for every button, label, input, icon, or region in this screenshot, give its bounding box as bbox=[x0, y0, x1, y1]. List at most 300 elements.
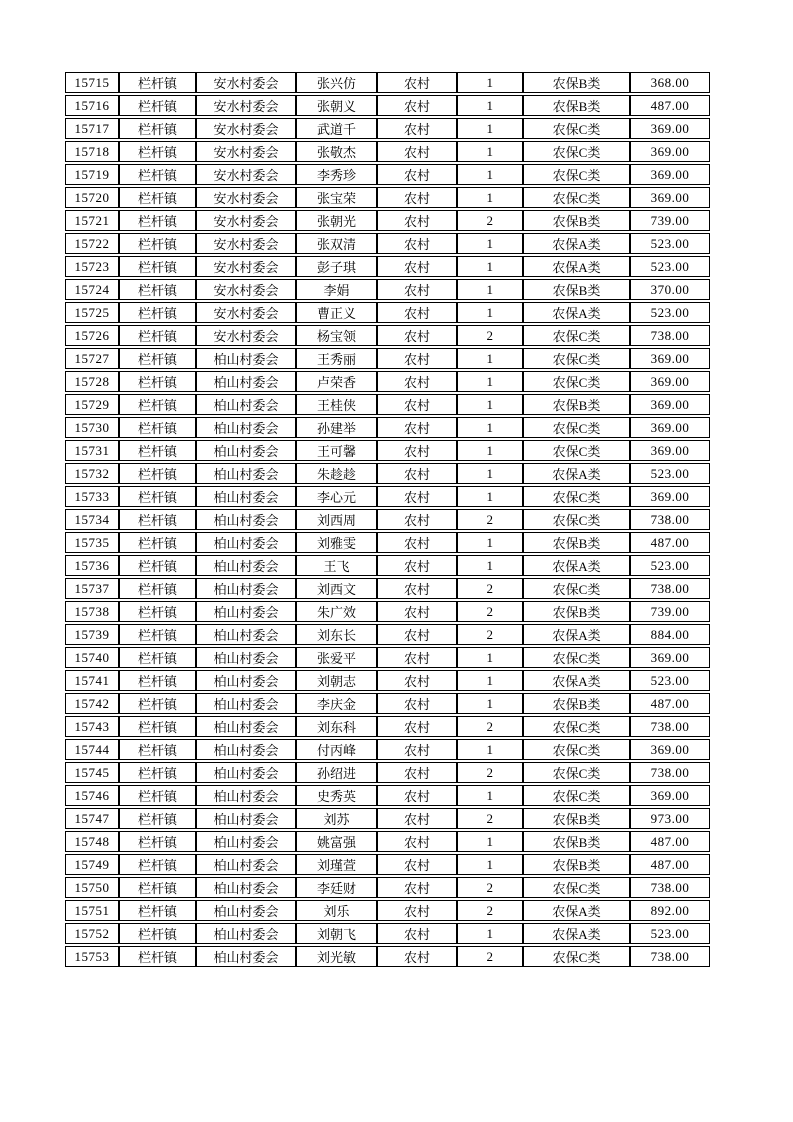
cell-category: 农保C类 bbox=[523, 946, 630, 967]
cell-category: 农保A类 bbox=[523, 923, 630, 944]
cell-town: 栏杆镇 bbox=[119, 624, 196, 645]
cell-town: 栏杆镇 bbox=[119, 785, 196, 806]
cell-residence: 农村 bbox=[377, 578, 457, 599]
cell-serial: 15716 bbox=[65, 95, 119, 116]
cell-village: 柏山村委会 bbox=[196, 417, 296, 438]
table-row bbox=[65, 463, 710, 484]
cell-amount: 523.00 bbox=[630, 555, 710, 576]
table-row bbox=[65, 831, 710, 852]
cell-category: 农保A类 bbox=[523, 233, 630, 254]
cell-village: 柏山村委会 bbox=[196, 647, 296, 668]
cell-amount: 369.00 bbox=[630, 371, 710, 392]
cell-name: 姚富强 bbox=[296, 831, 377, 852]
cell-amount: 523.00 bbox=[630, 923, 710, 944]
cell-count: 1 bbox=[457, 302, 523, 323]
cell-amount: 369.00 bbox=[630, 417, 710, 438]
cell-residence: 农村 bbox=[377, 670, 457, 691]
cell-name: 王秀丽 bbox=[296, 348, 377, 369]
cell-category: 农保C类 bbox=[523, 417, 630, 438]
cell-serial: 15725 bbox=[65, 302, 119, 323]
cell-amount: 523.00 bbox=[630, 256, 710, 277]
cell-count: 1 bbox=[457, 394, 523, 415]
cell-town: 栏杆镇 bbox=[119, 371, 196, 392]
table-row bbox=[65, 486, 710, 507]
cell-town: 栏杆镇 bbox=[119, 233, 196, 254]
cell-residence: 农村 bbox=[377, 371, 457, 392]
cell-residence: 农村 bbox=[377, 762, 457, 783]
cell-amount: 892.00 bbox=[630, 900, 710, 921]
cell-residence: 农村 bbox=[377, 118, 457, 139]
cell-town: 栏杆镇 bbox=[119, 647, 196, 668]
cell-town: 栏杆镇 bbox=[119, 417, 196, 438]
cell-name: 曹正义 bbox=[296, 302, 377, 323]
cell-category: 农保C类 bbox=[523, 325, 630, 346]
cell-name: 张朝光 bbox=[296, 210, 377, 231]
cell-name: 刘朝志 bbox=[296, 670, 377, 691]
cell-name: 张朝义 bbox=[296, 95, 377, 116]
cell-serial: 15747 bbox=[65, 808, 119, 829]
cell-category: 农保A类 bbox=[523, 256, 630, 277]
cell-name: 朱广效 bbox=[296, 601, 377, 622]
cell-amount: 739.00 bbox=[630, 601, 710, 622]
cell-count: 1 bbox=[457, 440, 523, 461]
cell-residence: 农村 bbox=[377, 394, 457, 415]
table-row bbox=[65, 164, 710, 185]
cell-name: 李庆金 bbox=[296, 693, 377, 714]
table-row bbox=[65, 624, 710, 645]
cell-village: 柏山村委会 bbox=[196, 348, 296, 369]
cell-village: 安水村委会 bbox=[196, 95, 296, 116]
cell-town: 栏杆镇 bbox=[119, 394, 196, 415]
table-row bbox=[65, 141, 710, 162]
table-row bbox=[65, 95, 710, 116]
table-row bbox=[65, 716, 710, 737]
cell-residence: 农村 bbox=[377, 463, 457, 484]
cell-amount: 369.00 bbox=[630, 348, 710, 369]
cell-category: 农保C类 bbox=[523, 141, 630, 162]
cell-count: 2 bbox=[457, 509, 523, 530]
cell-count: 1 bbox=[457, 532, 523, 553]
cell-residence: 农村 bbox=[377, 923, 457, 944]
cell-category: 农保C类 bbox=[523, 716, 630, 737]
cell-name: 李秀珍 bbox=[296, 164, 377, 185]
cell-serial: 15726 bbox=[65, 325, 119, 346]
cell-name: 刘东科 bbox=[296, 716, 377, 737]
cell-town: 栏杆镇 bbox=[119, 831, 196, 852]
cell-town: 栏杆镇 bbox=[119, 325, 196, 346]
cell-name: 孙建举 bbox=[296, 417, 377, 438]
cell-residence: 农村 bbox=[377, 532, 457, 553]
cell-count: 1 bbox=[457, 371, 523, 392]
cell-count: 2 bbox=[457, 578, 523, 599]
cell-town: 栏杆镇 bbox=[119, 187, 196, 208]
cell-name: 付丙峰 bbox=[296, 739, 377, 760]
cell-name: 刘乐 bbox=[296, 900, 377, 921]
cell-town: 栏杆镇 bbox=[119, 555, 196, 576]
cell-serial: 15724 bbox=[65, 279, 119, 300]
benefits-roster-table bbox=[65, 70, 710, 969]
table-row bbox=[65, 762, 710, 783]
table-row bbox=[65, 118, 710, 139]
cell-serial: 15748 bbox=[65, 831, 119, 852]
cell-residence: 农村 bbox=[377, 210, 457, 231]
cell-amount: 523.00 bbox=[630, 302, 710, 323]
cell-amount: 973.00 bbox=[630, 808, 710, 829]
cell-category: 农保B类 bbox=[523, 95, 630, 116]
cell-amount: 369.00 bbox=[630, 141, 710, 162]
cell-town: 栏杆镇 bbox=[119, 946, 196, 967]
cell-category: 农保B类 bbox=[523, 808, 630, 829]
cell-town: 栏杆镇 bbox=[119, 762, 196, 783]
cell-serial: 15753 bbox=[65, 946, 119, 967]
cell-count: 2 bbox=[457, 808, 523, 829]
cell-town: 栏杆镇 bbox=[119, 302, 196, 323]
cell-category: 农保B类 bbox=[523, 532, 630, 553]
cell-count: 1 bbox=[457, 95, 523, 116]
cell-village: 安水村委会 bbox=[196, 141, 296, 162]
cell-count: 1 bbox=[457, 647, 523, 668]
cell-village: 柏山村委会 bbox=[196, 762, 296, 783]
cell-name: 王桂侠 bbox=[296, 394, 377, 415]
cell-name: 刘朝飞 bbox=[296, 923, 377, 944]
cell-serial: 15731 bbox=[65, 440, 119, 461]
roster-body bbox=[65, 72, 710, 967]
cell-category: 农保A类 bbox=[523, 302, 630, 323]
cell-count: 1 bbox=[457, 670, 523, 691]
cell-amount: 739.00 bbox=[630, 210, 710, 231]
cell-village: 安水村委会 bbox=[196, 279, 296, 300]
cell-town: 栏杆镇 bbox=[119, 716, 196, 737]
cell-name: 张敬杰 bbox=[296, 141, 377, 162]
cell-category: 农保C类 bbox=[523, 164, 630, 185]
cell-category: 农保C类 bbox=[523, 118, 630, 139]
cell-residence: 农村 bbox=[377, 233, 457, 254]
cell-category: 农保B类 bbox=[523, 693, 630, 714]
table-row bbox=[65, 256, 710, 277]
cell-name: 孙绍进 bbox=[296, 762, 377, 783]
cell-serial: 15744 bbox=[65, 739, 119, 760]
cell-category: 农保C类 bbox=[523, 486, 630, 507]
cell-count: 1 bbox=[457, 348, 523, 369]
cell-residence: 农村 bbox=[377, 486, 457, 507]
cell-town: 栏杆镇 bbox=[119, 463, 196, 484]
cell-residence: 农村 bbox=[377, 601, 457, 622]
cell-town: 栏杆镇 bbox=[119, 164, 196, 185]
cell-category: 农保B类 bbox=[523, 394, 630, 415]
cell-count: 2 bbox=[457, 946, 523, 967]
cell-village: 柏山村委会 bbox=[196, 785, 296, 806]
cell-town: 栏杆镇 bbox=[119, 440, 196, 461]
cell-category: 农保C类 bbox=[523, 371, 630, 392]
cell-serial: 15736 bbox=[65, 555, 119, 576]
cell-category: 农保C类 bbox=[523, 739, 630, 760]
cell-residence: 农村 bbox=[377, 509, 457, 530]
cell-serial: 15743 bbox=[65, 716, 119, 737]
cell-amount: 523.00 bbox=[630, 463, 710, 484]
cell-amount: 369.00 bbox=[630, 785, 710, 806]
cell-serial: 15733 bbox=[65, 486, 119, 507]
table-row bbox=[65, 302, 710, 323]
cell-category: 农保A类 bbox=[523, 463, 630, 484]
cell-residence: 农村 bbox=[377, 716, 457, 737]
cell-amount: 738.00 bbox=[630, 325, 710, 346]
cell-category: 农保C类 bbox=[523, 509, 630, 530]
cell-serial: 15742 bbox=[65, 693, 119, 714]
cell-amount: 738.00 bbox=[630, 946, 710, 967]
cell-village: 安水村委会 bbox=[196, 187, 296, 208]
cell-village: 柏山村委会 bbox=[196, 624, 296, 645]
cell-residence: 农村 bbox=[377, 325, 457, 346]
cell-serial: 15719 bbox=[65, 164, 119, 185]
cell-residence: 农村 bbox=[377, 279, 457, 300]
cell-count: 1 bbox=[457, 72, 523, 93]
cell-serial: 15752 bbox=[65, 923, 119, 944]
cell-residence: 农村 bbox=[377, 854, 457, 875]
cell-category: 农保C类 bbox=[523, 785, 630, 806]
cell-category: 农保B类 bbox=[523, 831, 630, 852]
cell-amount: 369.00 bbox=[630, 486, 710, 507]
cell-village: 柏山村委会 bbox=[196, 555, 296, 576]
cell-village: 柏山村委会 bbox=[196, 394, 296, 415]
cell-count: 1 bbox=[457, 831, 523, 852]
cell-name: 王可馨 bbox=[296, 440, 377, 461]
table-row bbox=[65, 440, 710, 461]
cell-residence: 农村 bbox=[377, 647, 457, 668]
cell-residence: 农村 bbox=[377, 624, 457, 645]
cell-count: 2 bbox=[457, 877, 523, 898]
cell-category: 农保C类 bbox=[523, 647, 630, 668]
cell-town: 栏杆镇 bbox=[119, 509, 196, 530]
cell-village: 柏山村委会 bbox=[196, 831, 296, 852]
cell-town: 栏杆镇 bbox=[119, 118, 196, 139]
cell-village: 柏山村委会 bbox=[196, 900, 296, 921]
cell-name: 杨宝领 bbox=[296, 325, 377, 346]
cell-town: 栏杆镇 bbox=[119, 739, 196, 760]
cell-residence: 农村 bbox=[377, 555, 457, 576]
cell-serial: 15740 bbox=[65, 647, 119, 668]
cell-amount: 738.00 bbox=[630, 877, 710, 898]
table-row bbox=[65, 394, 710, 415]
cell-village: 柏山村委会 bbox=[196, 532, 296, 553]
cell-count: 1 bbox=[457, 555, 523, 576]
cell-serial: 15718 bbox=[65, 141, 119, 162]
cell-serial: 15739 bbox=[65, 624, 119, 645]
cell-village: 柏山村委会 bbox=[196, 854, 296, 875]
cell-count: 2 bbox=[457, 210, 523, 231]
cell-serial: 15723 bbox=[65, 256, 119, 277]
cell-amount: 738.00 bbox=[630, 578, 710, 599]
cell-town: 栏杆镇 bbox=[119, 808, 196, 829]
cell-amount: 368.00 bbox=[630, 72, 710, 93]
cell-residence: 农村 bbox=[377, 739, 457, 760]
cell-count: 1 bbox=[457, 118, 523, 139]
cell-name: 张兴仿 bbox=[296, 72, 377, 93]
cell-name: 卢荣香 bbox=[296, 371, 377, 392]
cell-town: 栏杆镇 bbox=[119, 210, 196, 231]
cell-residence: 农村 bbox=[377, 72, 457, 93]
cell-name: 李心元 bbox=[296, 486, 377, 507]
cell-count: 1 bbox=[457, 693, 523, 714]
table-row bbox=[65, 72, 710, 93]
cell-category: 农保C类 bbox=[523, 877, 630, 898]
cell-count: 2 bbox=[457, 900, 523, 921]
table-row bbox=[65, 900, 710, 921]
cell-category: 农保A类 bbox=[523, 900, 630, 921]
cell-category: 农保B类 bbox=[523, 279, 630, 300]
cell-serial: 15738 bbox=[65, 601, 119, 622]
cell-name: 刘雅雯 bbox=[296, 532, 377, 553]
cell-count: 1 bbox=[457, 785, 523, 806]
cell-category: 农保B类 bbox=[523, 854, 630, 875]
table-row bbox=[65, 187, 710, 208]
cell-category: 农保B类 bbox=[523, 601, 630, 622]
cell-category: 农保A类 bbox=[523, 670, 630, 691]
cell-residence: 农村 bbox=[377, 164, 457, 185]
cell-count: 1 bbox=[457, 417, 523, 438]
cell-name: 史秀英 bbox=[296, 785, 377, 806]
cell-amount: 369.00 bbox=[630, 118, 710, 139]
cell-town: 栏杆镇 bbox=[119, 854, 196, 875]
cell-category: 农保A类 bbox=[523, 555, 630, 576]
table-row bbox=[65, 693, 710, 714]
cell-name: 李廷财 bbox=[296, 877, 377, 898]
cell-village: 柏山村委会 bbox=[196, 946, 296, 967]
table-row bbox=[65, 325, 710, 346]
cell-name: 李娟 bbox=[296, 279, 377, 300]
cell-village: 安水村委会 bbox=[196, 72, 296, 93]
cell-category: 农保A类 bbox=[523, 624, 630, 645]
cell-name: 朱趁趁 bbox=[296, 463, 377, 484]
cell-amount: 369.00 bbox=[630, 164, 710, 185]
table-row bbox=[65, 348, 710, 369]
cell-serial: 15728 bbox=[65, 371, 119, 392]
cell-residence: 农村 bbox=[377, 900, 457, 921]
cell-serial: 15715 bbox=[65, 72, 119, 93]
cell-count: 1 bbox=[457, 486, 523, 507]
cell-count: 1 bbox=[457, 256, 523, 277]
cell-amount: 369.00 bbox=[630, 739, 710, 760]
cell-amount: 738.00 bbox=[630, 716, 710, 737]
cell-residence: 农村 bbox=[377, 831, 457, 852]
cell-amount: 487.00 bbox=[630, 854, 710, 875]
cell-amount: 884.00 bbox=[630, 624, 710, 645]
cell-village: 柏山村委会 bbox=[196, 808, 296, 829]
cell-village: 柏山村委会 bbox=[196, 601, 296, 622]
table-row bbox=[65, 785, 710, 806]
table-row bbox=[65, 923, 710, 944]
table-row bbox=[65, 670, 710, 691]
cell-residence: 农村 bbox=[377, 946, 457, 967]
cell-town: 栏杆镇 bbox=[119, 486, 196, 507]
cell-village: 柏山村委会 bbox=[196, 440, 296, 461]
table-row bbox=[65, 578, 710, 599]
cell-amount: 369.00 bbox=[630, 187, 710, 208]
cell-serial: 15734 bbox=[65, 509, 119, 530]
cell-name: 刘瑾萱 bbox=[296, 854, 377, 875]
table-row bbox=[65, 946, 710, 967]
cell-serial: 15720 bbox=[65, 187, 119, 208]
cell-count: 2 bbox=[457, 624, 523, 645]
cell-name: 张宝荣 bbox=[296, 187, 377, 208]
cell-village: 安水村委会 bbox=[196, 233, 296, 254]
cell-residence: 农村 bbox=[377, 256, 457, 277]
cell-amount: 738.00 bbox=[630, 762, 710, 783]
table-row bbox=[65, 739, 710, 760]
cell-count: 2 bbox=[457, 325, 523, 346]
cell-amount: 738.00 bbox=[630, 509, 710, 530]
cell-village: 柏山村委会 bbox=[196, 877, 296, 898]
cell-amount: 523.00 bbox=[630, 670, 710, 691]
cell-name: 刘西周 bbox=[296, 509, 377, 530]
cell-town: 栏杆镇 bbox=[119, 923, 196, 944]
cell-serial: 15721 bbox=[65, 210, 119, 231]
table-row bbox=[65, 371, 710, 392]
cell-amount: 487.00 bbox=[630, 693, 710, 714]
cell-count: 2 bbox=[457, 762, 523, 783]
cell-village: 柏山村委会 bbox=[196, 578, 296, 599]
cell-village: 安水村委会 bbox=[196, 302, 296, 323]
cell-category: 农保C类 bbox=[523, 762, 630, 783]
cell-serial: 15750 bbox=[65, 877, 119, 898]
cell-category: 农保C类 bbox=[523, 348, 630, 369]
cell-town: 栏杆镇 bbox=[119, 900, 196, 921]
cell-category: 农保C类 bbox=[523, 578, 630, 599]
cell-residence: 农村 bbox=[377, 440, 457, 461]
cell-count: 1 bbox=[457, 233, 523, 254]
table-row bbox=[65, 417, 710, 438]
cell-residence: 农村 bbox=[377, 348, 457, 369]
cell-village: 安水村委会 bbox=[196, 256, 296, 277]
cell-village: 柏山村委会 bbox=[196, 716, 296, 737]
cell-serial: 15746 bbox=[65, 785, 119, 806]
cell-town: 栏杆镇 bbox=[119, 72, 196, 93]
cell-town: 栏杆镇 bbox=[119, 141, 196, 162]
cell-residence: 农村 bbox=[377, 302, 457, 323]
cell-village: 柏山村委会 bbox=[196, 693, 296, 714]
cell-category: 农保C类 bbox=[523, 440, 630, 461]
cell-town: 栏杆镇 bbox=[119, 256, 196, 277]
cell-residence: 农村 bbox=[377, 693, 457, 714]
cell-village: 柏山村委会 bbox=[196, 670, 296, 691]
cell-name: 王飞 bbox=[296, 555, 377, 576]
cell-village: 柏山村委会 bbox=[196, 509, 296, 530]
cell-name: 刘苏 bbox=[296, 808, 377, 829]
cell-count: 2 bbox=[457, 716, 523, 737]
cell-serial: 15727 bbox=[65, 348, 119, 369]
cell-serial: 15751 bbox=[65, 900, 119, 921]
table-row bbox=[65, 555, 710, 576]
cell-serial: 15722 bbox=[65, 233, 119, 254]
cell-count: 1 bbox=[457, 164, 523, 185]
cell-serial: 15729 bbox=[65, 394, 119, 415]
cell-serial: 15717 bbox=[65, 118, 119, 139]
cell-town: 栏杆镇 bbox=[119, 693, 196, 714]
cell-count: 1 bbox=[457, 923, 523, 944]
cell-category: 农保B类 bbox=[523, 210, 630, 231]
cell-residence: 农村 bbox=[377, 141, 457, 162]
cell-village: 安水村委会 bbox=[196, 118, 296, 139]
table-row bbox=[65, 279, 710, 300]
cell-town: 栏杆镇 bbox=[119, 532, 196, 553]
cell-amount: 369.00 bbox=[630, 440, 710, 461]
cell-name: 刘光敏 bbox=[296, 946, 377, 967]
cell-count: 1 bbox=[457, 463, 523, 484]
cell-amount: 369.00 bbox=[630, 647, 710, 668]
cell-serial: 15749 bbox=[65, 854, 119, 875]
cell-village: 柏山村委会 bbox=[196, 739, 296, 760]
cell-village: 柏山村委会 bbox=[196, 463, 296, 484]
cell-name: 张爱平 bbox=[296, 647, 377, 668]
